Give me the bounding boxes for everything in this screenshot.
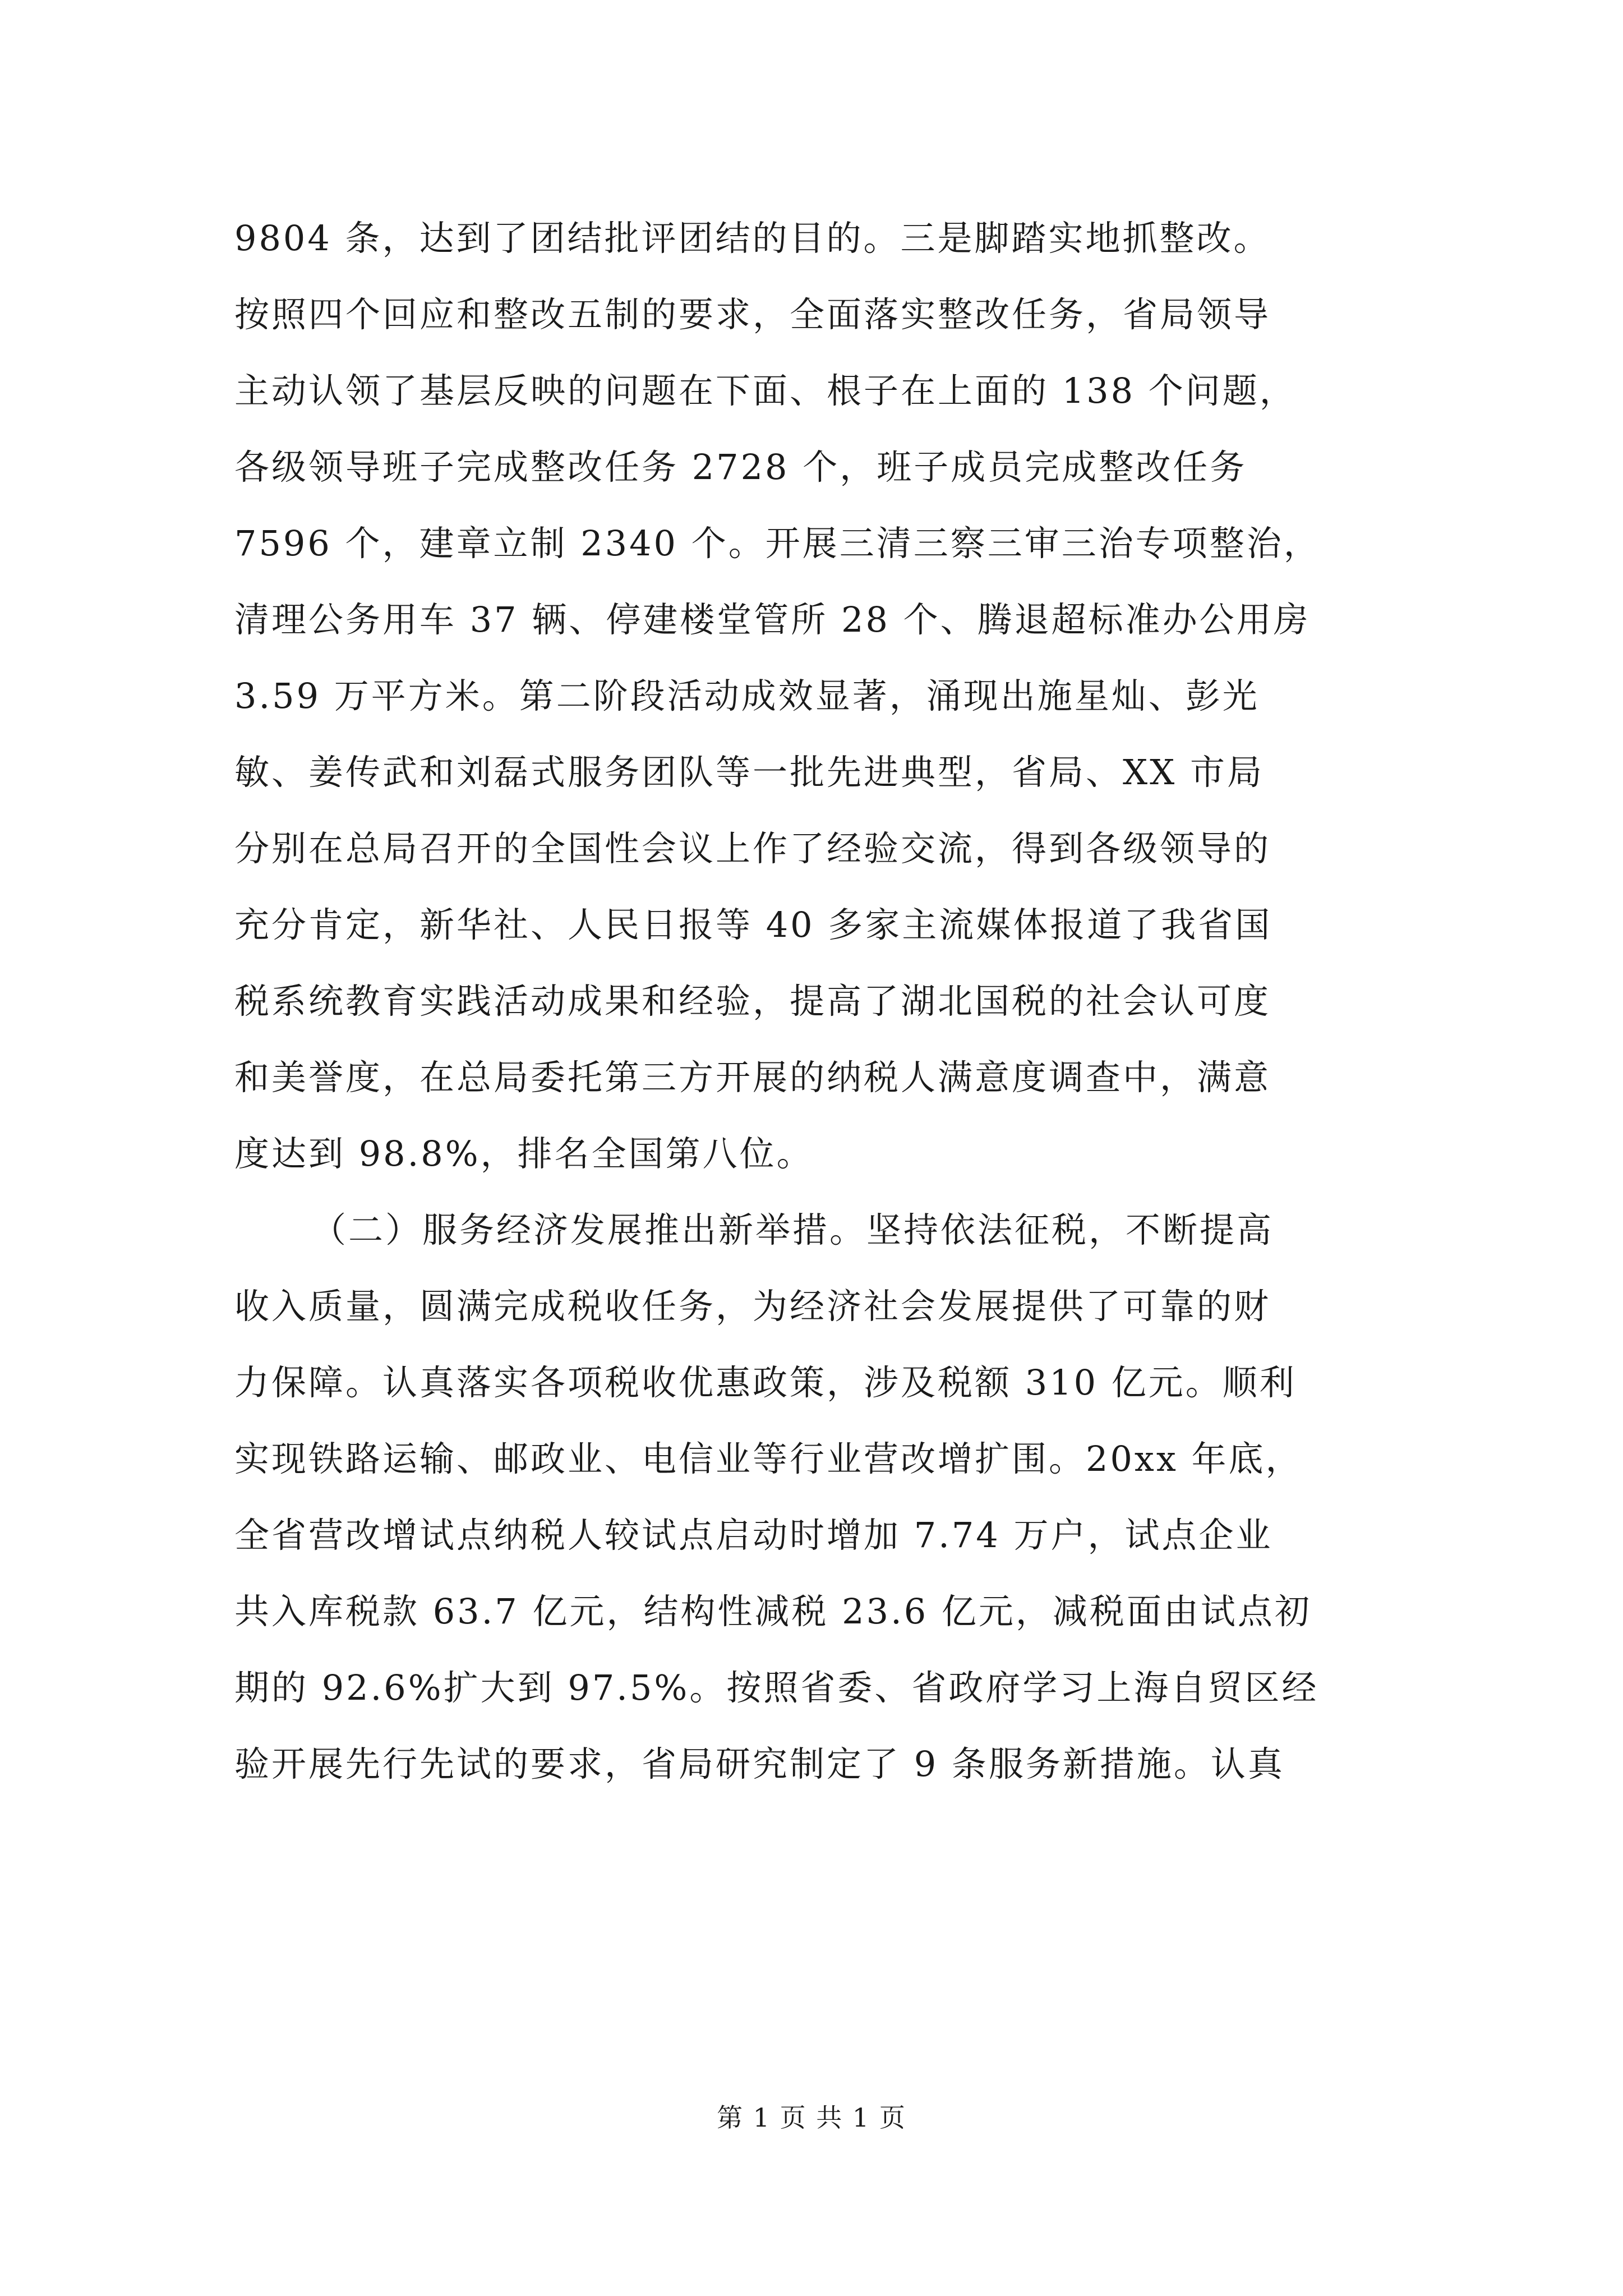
text-line: 各级领导班子完成整改任务 2728 个，班子成员完成整改任务 <box>234 447 1247 487</box>
paragraph-heading-line: （二）服务经济发展推出新举措。坚持依法征税，不断提高 <box>311 1209 1274 1250</box>
page-number-footer: 第 1 页 共 1 页 <box>717 2102 906 2133</box>
text-line: 7596 个，建章立制 2340 个。开展三清三察三审三治专项整治， <box>234 523 1321 564</box>
text-line: 收入质量，圆满完成税收任务，为经济社会发展提供了可靠的财 <box>234 1286 1271 1327</box>
text-line: 度达到 98.8%，排名全国第八位。 <box>234 1133 814 1174</box>
text-line: 和美誉度，在总局委托第三方开展的纳税人满意度调查中，满意 <box>234 1057 1271 1098</box>
text-line: 验开展先行先试的要求，省局研究制定了 9 条服务新措施。认真 <box>234 1743 1285 1784</box>
text-line: 实现铁路运输、邮政业、电信业等行业营改增扩围。20xx 年底， <box>234 1438 1303 1479</box>
text-line: 税系统教育实践活动成果和经验，提高了湖北国税的社会认可度 <box>234 981 1271 1022</box>
text-line: 3.59 万平方米。第二阶段活动成效显著，涌现出施星灿、彭光 <box>234 675 1260 716</box>
text-line: 全省营改增试点纳税人较试点启动时增加 7.74 万户，试点企业 <box>234 1515 1273 1556</box>
text-line: 敏、姜传武和刘磊式服务团队等一批先进典型，省局、XX 市局 <box>234 752 1264 793</box>
text-line: 充分肯定，新华社、人民日报等 40 多家主流媒体报道了我省国 <box>234 904 1272 945</box>
text-line: 9804 条，达到了团结批评团结的目的。三是脚踏实地抓整改。 <box>234 218 1271 259</box>
text-line: 分别在总局召开的全国性会议上作了经验交流，得到各级领导的 <box>234 828 1271 869</box>
text-line: 期的 92.6%扩大到 97.5%。按照省委、省政府学习上海自贸区经 <box>234 1667 1319 1708</box>
text-line: 按照四个回应和整改五制的要求，全面落实整改任务，省局领导 <box>234 294 1271 335</box>
text-line: 主动认领了基层反映的问题在下面、根子在上面的 138 个问题， <box>234 370 1297 411</box>
text-line: 共入库税款 63.7 亿元，结构性减税 23.6 亿元，减税面由试点初 <box>234 1591 1312 1632</box>
text-line: 力保障。认真落实各项税收优惠政策，涉及税额 310 亿元。顺利 <box>234 1362 1297 1403</box>
text-line: 清理公务用车 37 辆、停建楼堂管所 28 个、腾退超标准办公用房 <box>234 599 1311 640</box>
